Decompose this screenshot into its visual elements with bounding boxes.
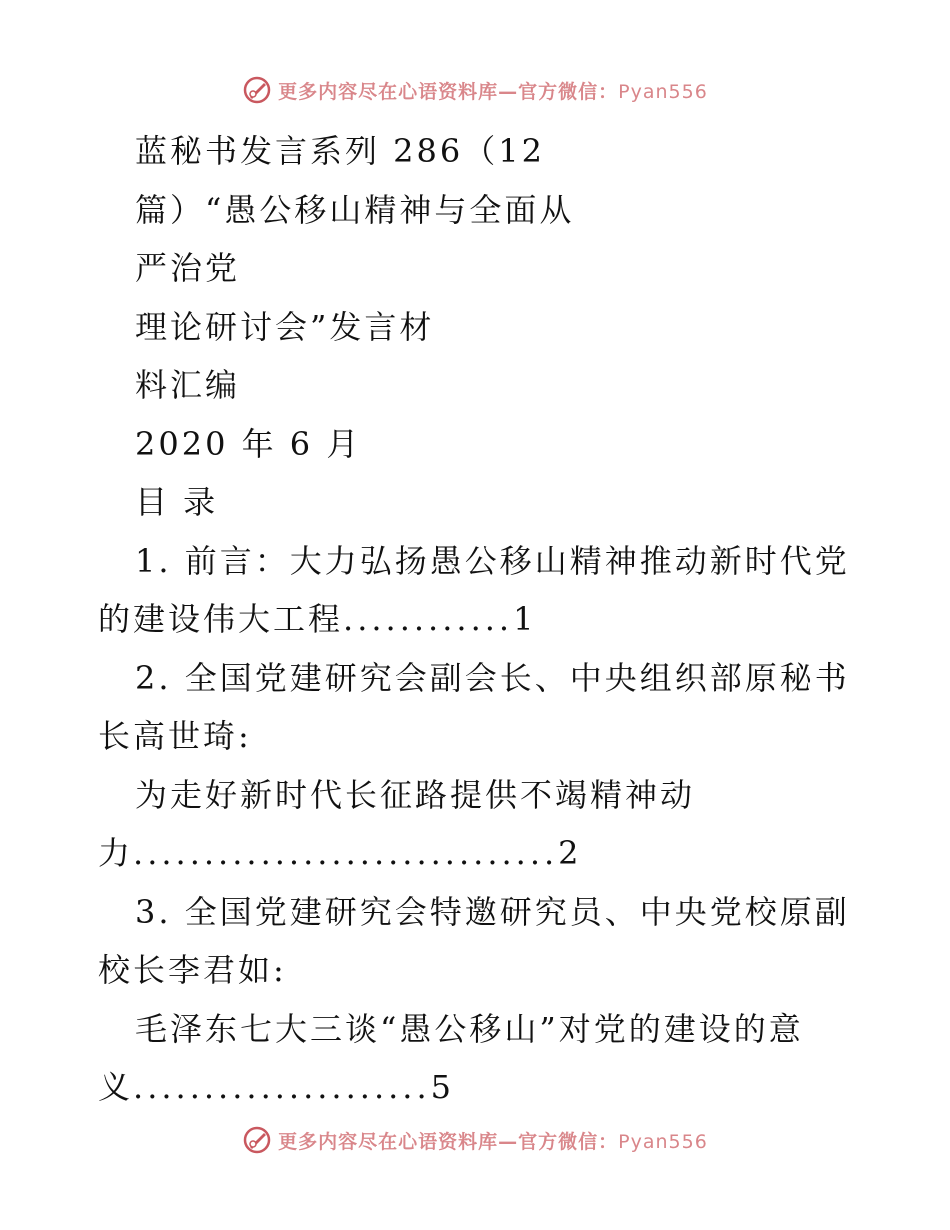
title-line-5: 料汇编 [135, 366, 241, 404]
toc-item-1-rest: 的建设伟大工程............1 [98, 600, 537, 638]
wechat-id: Pyan556 [618, 1130, 708, 1153]
watermark-banner-bottom [0, 1120, 950, 1160]
title-line-3: 严治党 [135, 249, 241, 287]
toc-page-number: 5 [430, 1068, 454, 1106]
watermark-text: 更多内容尽在心语资料库—官方微信：Pyan556 [278, 1130, 708, 1153]
title-line-2: 篇）“愚公移山精神与全面从 [135, 190, 575, 229]
toc-page-number: 1 [513, 600, 537, 638]
title-line-4: 理论研讨会”发言材 [135, 307, 435, 346]
toc-leader-dots: ..................... [133, 1068, 431, 1106]
watermark-banner-top [0, 70, 950, 110]
quill-seal-icon [242, 1125, 272, 1155]
toc-leader-dots: .............................. [133, 834, 559, 872]
document-date: 2020 年 6 月 [135, 424, 362, 463]
watermark-text: 更多内容尽在心语资料库—官方微信：Pyan556 [278, 80, 708, 103]
document-body [98, 122, 850, 1117]
toc-item-2-subtitle: 为走好新时代长征路提供不竭精神动 [135, 775, 696, 814]
toc-item-3-rest: 义.....................5 [98, 1068, 454, 1106]
toc-leader-dots: ............ [343, 600, 514, 638]
toc-item-3-second: 校长李君如: [98, 951, 287, 989]
toc-item-2-rest: 力..............................2 [98, 834, 582, 872]
toc-item-3-subtitle: 毛泽东七大三谈“愚公移山”对党的建设的意 [135, 1009, 804, 1048]
toc-heading: 目 录 [135, 483, 219, 521]
toc-page-number: 2 [558, 834, 582, 872]
toc-item-2-first: 2. 全国党建研究会副会长、中央组织部原秘书 [135, 658, 850, 697]
toc-item-3-first: 3. 全国党建研究会特邀研究员、中央党校原副 [135, 892, 850, 931]
toc-item-1-first: 1. 前言：大力弘扬愚公移山精神推动新时代党 [135, 541, 850, 580]
title-line-1: 蓝秘书发言系列 286（12 [135, 132, 545, 170]
quill-seal-icon [242, 75, 272, 105]
wechat-id: Pyan556 [618, 80, 708, 103]
toc-item-2-second: 长高世琦: [98, 717, 252, 755]
